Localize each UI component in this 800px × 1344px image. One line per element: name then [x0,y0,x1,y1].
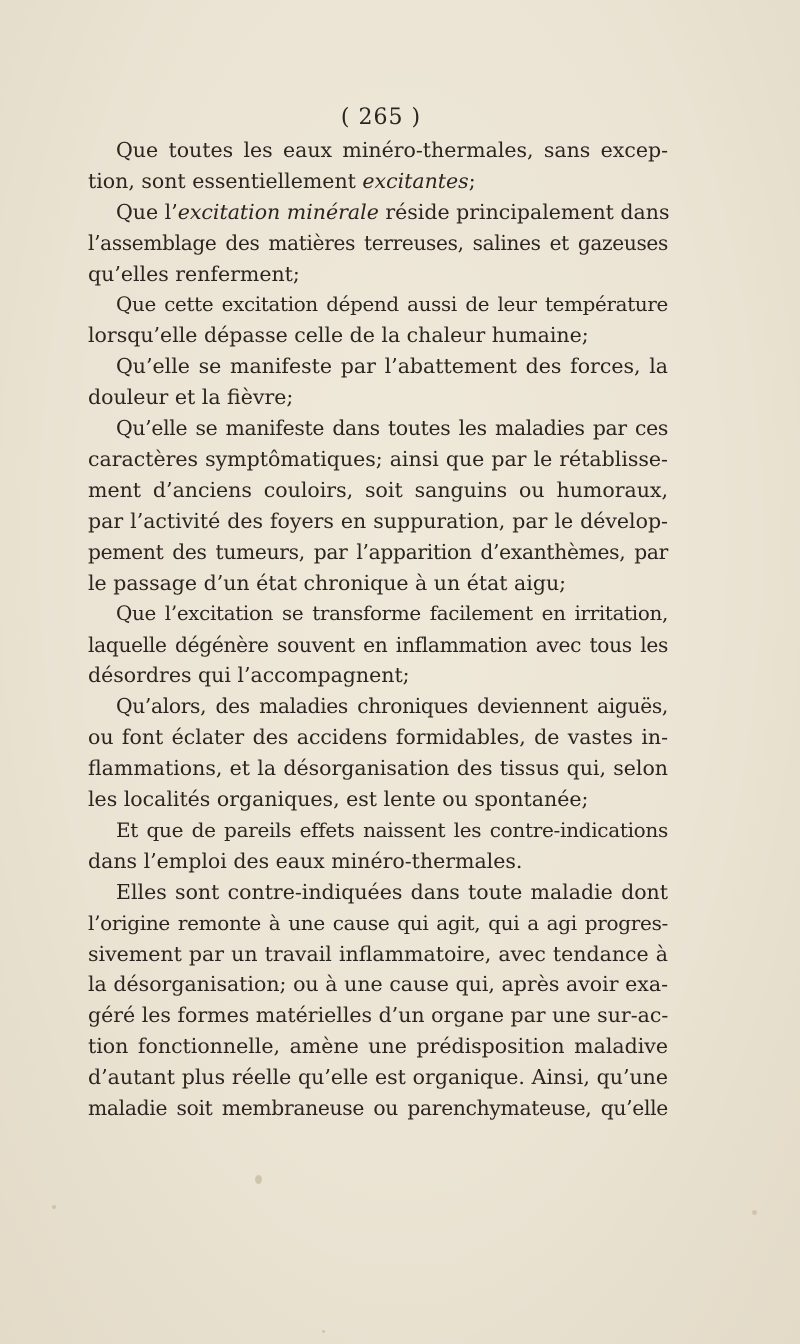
text-line [88,722,668,753]
text-line [88,506,668,537]
text-line [88,877,668,908]
text-segment: par l’activité des foyers en suppuration, par le dévelop- [88,508,668,533]
text-segment: Que toutes les eaux minéro-thermales, sans excep- [116,138,668,162]
text-segment: d’autant plus réelle qu’elle est organique. Ainsi, qu’une [88,1065,668,1090]
text-segment: tion fonctionnelle, amène une prédisposition maladive [88,1034,668,1059]
text-segment: ; [468,168,476,193]
text-segment: Qu’elle se manifeste dans toutes les maladies par ces [116,416,668,441]
text-line [88,259,668,290]
text-segment: géré les formes matérielles d’un organe par une sur-ac- [88,1003,669,1028]
text-segment: réside principalement dans [378,199,670,224]
paper-speck [52,1205,56,1209]
text-segment: ment d’anciens couloirs, soit sanguins ou humoraux, [88,477,668,502]
paper-speck [752,1210,757,1215]
text-segment: Qu’elle se manifeste par l’abattement des forces, la [116,354,668,379]
text-segment: Qu’alors, des maladies chroniques deviennent aiguës, [116,694,668,719]
text-segment: lorsqu’elle dépasse celle de la chaleur humaine; [88,323,589,348]
text-line [88,382,668,413]
text-segment: pement des tumeurs, par l’apparition d’exanthèmes, par [88,539,668,564]
text-segment: les localités organiques, est lente ou spontanée; [88,787,589,812]
page-number: ( 265 ) [340,105,422,130]
text-line [88,568,668,599]
text-line [88,135,668,166]
text-line [88,475,668,506]
text-line [88,197,668,228]
text-segment: maladie soit membraneuse ou parenchymateuse, qu’elle [88,1096,668,1121]
text-line [88,351,668,382]
paper-speck [322,1330,325,1333]
text-segment: douleur et la fièvre; [88,385,294,410]
text-line [88,1093,668,1124]
text-line [88,290,668,321]
text-line [88,660,668,691]
body-text [88,135,668,1124]
text-segment: l’origine remonte à une cause qui agit, qui a agi progres- [88,910,668,935]
text-line [88,815,668,846]
text-segment: flammations, et la désorganisation des tissus qui, selon [88,756,668,781]
text-segment: Que cette excitation dépend aussi de leur température [116,292,668,316]
text-line [88,413,668,444]
text-line [88,1062,668,1093]
text-line [88,908,668,939]
page-text [88,103,668,1124]
text-segment: la désorganisation; ou à une cause qui, après avoir exa- [88,972,668,997]
text-line [88,939,668,970]
text-line [88,537,668,568]
text-line [88,228,668,259]
text-line [88,784,668,815]
text-segment: caractères symptômatiques; ainsi que par le rétablisse- [88,447,668,472]
text-line [88,846,668,877]
text-segment: qu’elles renferment; [88,261,300,286]
text-line [88,630,668,661]
text-line [88,691,668,722]
text-segment: ou font éclater des accidens formidables, de vastes in- [88,725,668,750]
text-line [88,599,668,630]
text-segment: Que l’ [116,199,178,224]
text-line [88,969,668,1000]
text-line [88,444,668,475]
text-segment: tion, sont essentiellement [88,168,363,193]
text-segment: laquelle dégénère souvent en inflammation avec tous les [88,632,668,657]
text-segment: Que l’excitation se transforme facilement en irritation, [116,601,668,625]
text-segment: le passage d’un état chronique à un état aigu; [88,570,567,595]
text-segment: sivement par un travail inflammatoire, avec tendance à [88,941,668,966]
text-segment: Et que de pareils effets naissent les contre-indications [116,817,668,842]
paper-speck [255,1175,262,1184]
italic-phrase: excitation minérale [177,199,379,224]
text-segment: l’assemblage des matières terreuses, salines et gazeuses [88,230,668,255]
text-segment: dans l’emploi des eaux minéro-thermales. [88,848,523,873]
text-line [88,1000,668,1031]
italic-phrase: excitantes [362,168,469,193]
text-line [88,1031,668,1062]
text-line [88,753,668,784]
text-line [88,320,668,351]
text-line [88,166,668,197]
text-segment: désordres qui l’accompagnent; [88,663,410,688]
text-segment: Elles sont contre-indiquées dans toute maladie dont [116,879,668,904]
